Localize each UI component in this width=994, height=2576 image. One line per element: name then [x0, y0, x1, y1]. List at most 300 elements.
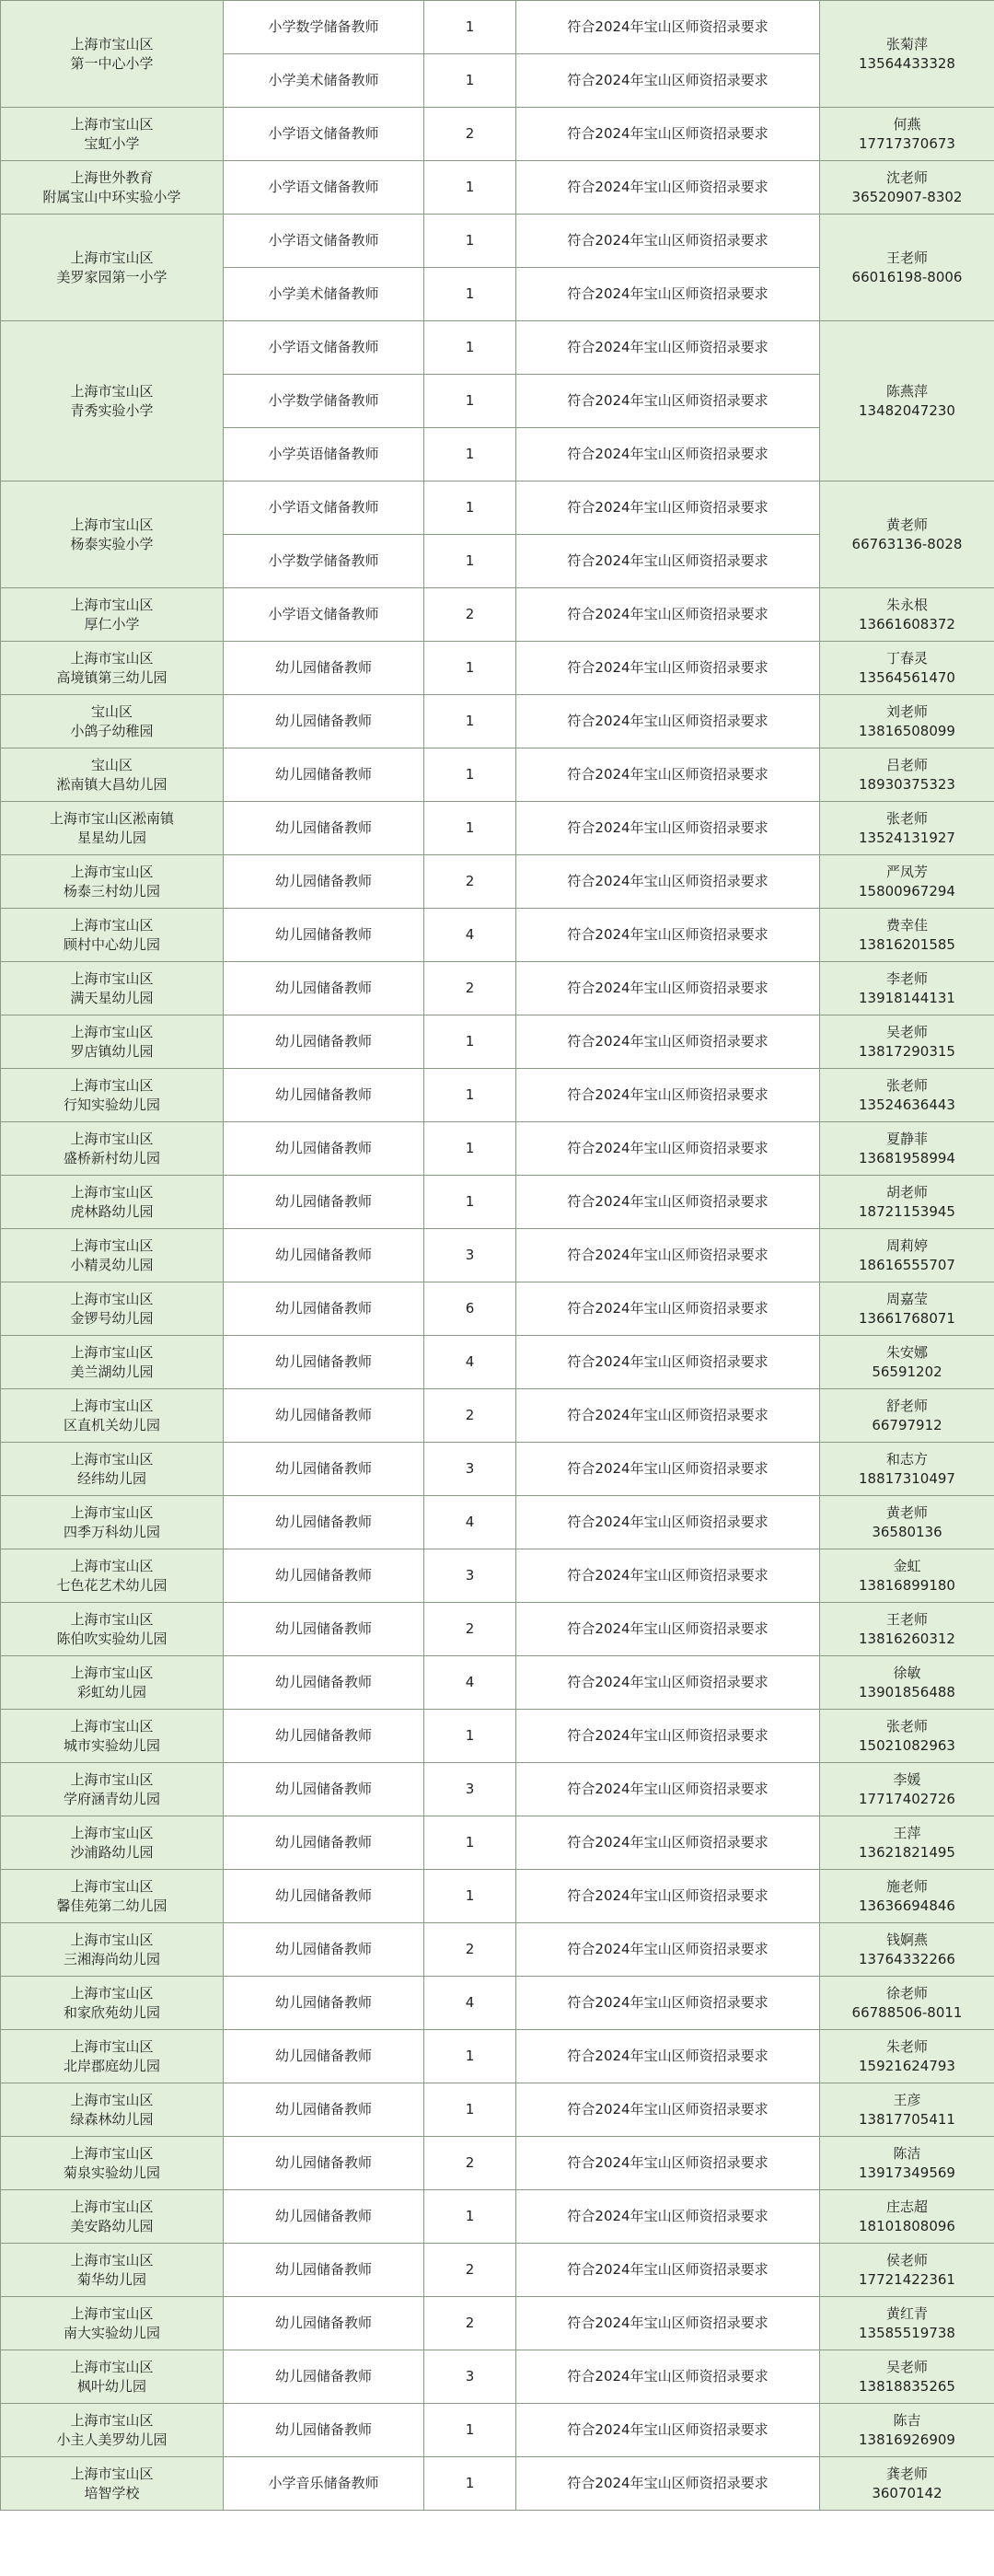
school-name-line: 上海市宝山区 — [70, 1343, 154, 1361]
school-name-cell — [1, 1816, 224, 1870]
school-name-cell — [1, 1, 224, 108]
school-name-line: 美安路幼儿园 — [70, 2217, 154, 2234]
contact-cell — [820, 1656, 994, 1710]
headcount-cell: 1 — [424, 535, 516, 588]
school-name-line: 美兰湖幼儿园 — [70, 1363, 154, 1380]
school-name-line: 上海市宝山区 — [70, 1023, 154, 1040]
school-name-cell — [1, 1069, 224, 1122]
contact-phone: 13661608372 — [859, 615, 955, 632]
headcount-cell: 4 — [424, 1977, 516, 2030]
headcount-cell: 2 — [424, 1603, 516, 1656]
contact-cell — [820, 1176, 994, 1229]
contact-cell — [820, 1549, 994, 1603]
position-cell: 幼儿园储备教师 — [224, 1229, 424, 1282]
school-name-line: 上海市宝山区 — [70, 2091, 154, 2108]
position-cell: 幼儿园储备教师 — [224, 2030, 424, 2083]
school-name-line: 城市实验幼儿园 — [63, 1736, 160, 1754]
headcount-cell: 2 — [424, 588, 516, 642]
position-cell: 幼儿园储备教师 — [224, 1870, 424, 1923]
table-row — [1, 2297, 994, 2350]
requirement-cell: 符合2024年宝山区师资招录要求 — [516, 2457, 820, 2511]
contact-cell — [820, 2190, 994, 2244]
school-name-line: 小精灵幼儿园 — [70, 1256, 154, 1273]
contact-phone: 15921624793 — [859, 2057, 955, 2074]
contact-phone: 13816508099 — [859, 722, 955, 739]
contact-name: 朱老师 — [885, 2037, 928, 2055]
contact-phone: 66016198-8006 — [851, 268, 963, 285]
contact-name: 王老师 — [885, 249, 928, 266]
requirement-cell: 符合2024年宝山区师资招录要求 — [516, 535, 820, 588]
contact-phone: 36520907-8302 — [851, 188, 963, 205]
contact-name: 庄志超 — [885, 2198, 928, 2215]
contact-name: 严凤芳 — [885, 863, 928, 880]
contact-phone: 18101808096 — [859, 2217, 955, 2234]
contact-name: 吴老师 — [885, 2358, 928, 2375]
contact-phone: 13564561470 — [859, 668, 955, 686]
school-name-line: 上海市宝山区 — [70, 516, 154, 533]
headcount-cell: 1 — [424, 215, 516, 268]
position-cell: 小学语文储备教师 — [224, 108, 424, 161]
headcount-cell: 2 — [424, 2137, 516, 2190]
requirement-cell: 符合2024年宝山区师资招录要求 — [516, 2404, 820, 2457]
position-cell: 幼儿园储备教师 — [224, 642, 424, 695]
position-cell: 幼儿园储备教师 — [224, 1549, 424, 1603]
position-cell: 小学语文储备教师 — [224, 161, 424, 215]
contact-cell — [820, 748, 994, 802]
position-cell: 小学美术储备教师 — [224, 268, 424, 321]
requirement-cell: 符合2024年宝山区师资招录要求 — [516, 2190, 820, 2244]
table-row — [1, 642, 994, 695]
requirement-cell: 符合2024年宝山区师资招录要求 — [516, 1496, 820, 1549]
headcount-cell: 1 — [424, 54, 516, 108]
contact-cell — [820, 909, 994, 962]
contact-phone: 15021082963 — [859, 1736, 955, 1754]
contact-phone: 13661768071 — [859, 1309, 955, 1327]
school-name-line: 杨泰三村幼儿园 — [63, 882, 160, 899]
contact-phone: 66763136-8028 — [851, 535, 963, 552]
table-row — [1, 1603, 994, 1656]
school-name-cell — [1, 321, 224, 482]
headcount-cell: 1 — [424, 1122, 516, 1176]
contact-name: 张老师 — [885, 809, 928, 827]
requirement-cell: 符合2024年宝山区师资招录要求 — [516, 1977, 820, 2030]
headcount-cell: 1 — [424, 1176, 516, 1229]
table-row — [1, 1923, 994, 1977]
school-name-line: 上海市宝山区淞南镇 — [49, 809, 174, 827]
school-name-cell — [1, 748, 224, 802]
contact-name: 费幸佳 — [885, 916, 928, 934]
school-name-line: 第一中心小学 — [70, 54, 154, 72]
school-name-line: 陈伯吹实验幼儿园 — [56, 1630, 168, 1647]
headcount-cell: 1 — [424, 748, 516, 802]
recruitment-table-body — [1, 1, 994, 2511]
school-name-line: 宝虹小学 — [84, 134, 140, 152]
contact-name: 张菊萍 — [885, 35, 928, 52]
requirement-cell: 符合2024年宝山区师资招录要求 — [516, 1389, 820, 1443]
school-name-cell — [1, 1443, 224, 1496]
school-name-cell — [1, 161, 224, 215]
school-name-line: 上海市宝山区 — [70, 1450, 154, 1468]
position-cell: 幼儿园储备教师 — [224, 802, 424, 855]
contact-cell — [820, 2083, 994, 2137]
position-cell: 幼儿园储备教师 — [224, 2137, 424, 2190]
contact-cell — [820, 1015, 994, 1069]
school-name-cell — [1, 802, 224, 855]
headcount-cell: 2 — [424, 2244, 516, 2297]
contact-name: 朱永根 — [885, 596, 928, 613]
headcount-cell: 1 — [424, 268, 516, 321]
requirement-cell: 符合2024年宝山区师资招录要求 — [516, 1656, 820, 1710]
school-name-cell — [1, 1176, 224, 1229]
school-name-line: 上海市宝山区 — [70, 2037, 154, 2055]
requirement-cell: 符合2024年宝山区师资招录要求 — [516, 268, 820, 321]
contact-name: 陈洁 — [893, 2144, 921, 2162]
school-name-line: 枫叶幼儿园 — [76, 2377, 146, 2395]
school-name-line: 行知实验幼儿园 — [63, 1096, 160, 1113]
school-name-line: 顾村中心幼儿园 — [63, 935, 160, 953]
contact-name: 龚老师 — [885, 2465, 928, 2482]
school-name-line: 厚仁小学 — [84, 615, 140, 632]
contact-cell — [820, 962, 994, 1015]
position-cell: 幼儿园储备教师 — [224, 2404, 424, 2457]
contact-phone: 13917349569 — [859, 2164, 955, 2181]
contact-cell — [820, 482, 994, 588]
requirement-cell: 符合2024年宝山区师资招录要求 — [516, 588, 820, 642]
table-row — [1, 1229, 994, 1282]
school-name-line: 盛桥新村幼儿园 — [63, 1149, 160, 1166]
contact-phone: 36580136 — [872, 1523, 942, 1540]
requirement-cell: 符合2024年宝山区师资招录要求 — [516, 321, 820, 375]
school-name-cell — [1, 1923, 224, 1977]
requirement-cell: 符合2024年宝山区师资招录要求 — [516, 909, 820, 962]
table-row — [1, 215, 994, 268]
school-name-cell — [1, 1549, 224, 1603]
contact-cell — [820, 108, 994, 161]
contact-name: 朱安娜 — [885, 1343, 928, 1361]
table-row — [1, 1977, 994, 2030]
table-row — [1, 482, 994, 535]
headcount-cell: 4 — [424, 909, 516, 962]
table-row — [1, 1, 994, 54]
contact-phone: 18721153945 — [859, 1202, 955, 1220]
school-name-line: 上海市宝山区 — [70, 2465, 154, 2482]
position-cell: 幼儿园储备教师 — [224, 695, 424, 748]
school-name-line: 上海市宝山区 — [70, 1717, 154, 1735]
requirement-cell: 符合2024年宝山区师资招录要求 — [516, 2297, 820, 2350]
requirement-cell: 符合2024年宝山区师资招录要求 — [516, 1923, 820, 1977]
school-name-cell — [1, 695, 224, 748]
school-name-line: 小主人美罗幼儿园 — [56, 2431, 168, 2448]
contact-cell — [820, 2350, 994, 2404]
table-row — [1, 588, 994, 642]
school-name-line: 满天星幼儿园 — [70, 989, 154, 1006]
school-name-line: 上海市宝山区 — [70, 2358, 154, 2375]
school-name-line: 彩虹幼儿园 — [76, 1683, 146, 1700]
position-cell: 幼儿园储备教师 — [224, 2350, 424, 2404]
school-name-cell — [1, 2030, 224, 2083]
position-cell: 幼儿园储备教师 — [224, 1977, 424, 2030]
position-cell: 小学美术储备教师 — [224, 54, 424, 108]
school-name-line: 上海市宝山区 — [70, 2411, 154, 2429]
table-row — [1, 909, 994, 962]
requirement-cell: 符合2024年宝山区师资招录要求 — [516, 1443, 820, 1496]
headcount-cell: 3 — [424, 2350, 516, 2404]
school-name-line: 上海市宝山区 — [70, 1290, 154, 1307]
contact-name: 吕老师 — [885, 756, 928, 773]
requirement-cell: 符合2024年宝山区师资招录要求 — [516, 1122, 820, 1176]
table-row — [1, 962, 994, 1015]
requirement-cell: 符合2024年宝山区师资招录要求 — [516, 2244, 820, 2297]
school-name-cell — [1, 1229, 224, 1282]
school-name-cell — [1, 1496, 224, 1549]
contact-phone: 13816926909 — [859, 2431, 955, 2448]
school-name-line: 上海市宝山区 — [70, 1130, 154, 1147]
contact-cell — [820, 1923, 994, 1977]
school-name-line: 杨泰实验小学 — [70, 535, 154, 552]
position-cell: 小学数学储备教师 — [224, 375, 424, 428]
school-name-line: 宝山区 — [90, 756, 133, 773]
school-name-line: 星星幼儿园 — [76, 829, 146, 846]
contact-cell — [820, 802, 994, 855]
school-name-cell — [1, 1389, 224, 1443]
school-name-cell — [1, 215, 224, 321]
requirement-cell: 符合2024年宝山区师资招录要求 — [516, 375, 820, 428]
requirement-cell: 符合2024年宝山区师资招录要求 — [516, 108, 820, 161]
requirement-cell: 符合2024年宝山区师资招录要求 — [516, 855, 820, 909]
school-name-cell — [1, 1336, 224, 1389]
table-row — [1, 1069, 994, 1122]
contact-phone: 18817310497 — [859, 1469, 955, 1487]
school-name-line: 上海市宝山区 — [70, 2198, 154, 2215]
table-row — [1, 2350, 994, 2404]
table-row — [1, 1015, 994, 1069]
contact-cell — [820, 1870, 994, 1923]
school-name-line: 青秀实验小学 — [70, 401, 154, 419]
contact-name: 金虹 — [893, 1557, 921, 1574]
contact-cell — [820, 1389, 994, 1443]
position-cell: 幼儿园储备教师 — [224, 962, 424, 1015]
contact-name: 陈吉 — [893, 2411, 921, 2429]
school-name-line: 菊华幼儿园 — [76, 2270, 146, 2288]
contact-name: 黄老师 — [885, 1503, 928, 1521]
headcount-cell: 4 — [424, 1336, 516, 1389]
contact-name: 何燕 — [893, 115, 921, 133]
contact-cell — [820, 1336, 994, 1389]
contact-name: 王彦 — [893, 2091, 921, 2108]
school-name-cell — [1, 1603, 224, 1656]
position-cell: 幼儿园储备教师 — [224, 1389, 424, 1443]
school-name-cell — [1, 1122, 224, 1176]
headcount-cell: 1 — [424, 375, 516, 428]
school-name-line: 宝山区 — [90, 702, 133, 720]
school-name-line: 上海市宝山区 — [70, 1984, 154, 2002]
school-name-line: 四季万科幼儿园 — [63, 1523, 160, 1540]
headcount-cell: 1 — [424, 2457, 516, 2511]
requirement-cell: 符合2024年宝山区师资招录要求 — [516, 1015, 820, 1069]
headcount-cell: 3 — [424, 1229, 516, 1282]
contact-phone: 13636694846 — [859, 1897, 955, 1914]
requirement-cell: 符合2024年宝山区师资招录要求 — [516, 2350, 820, 2404]
headcount-cell: 6 — [424, 1282, 516, 1336]
requirement-cell: 符合2024年宝山区师资招录要求 — [516, 54, 820, 108]
school-name-line: 馨佳苑第二幼儿园 — [56, 1897, 168, 1914]
school-name-line: 上海市宝山区 — [70, 1610, 154, 1628]
headcount-cell: 1 — [424, 1, 516, 54]
contact-name: 刘老师 — [885, 702, 928, 720]
headcount-cell: 3 — [424, 1549, 516, 1603]
position-cell: 幼儿园储备教师 — [224, 1816, 424, 1870]
table-row — [1, 1870, 994, 1923]
school-name-cell — [1, 909, 224, 962]
headcount-cell: 1 — [424, 161, 516, 215]
contact-phone: 17717402726 — [859, 1790, 955, 1807]
contact-phone: 66797912 — [872, 1416, 942, 1433]
position-cell: 小学数学储备教师 — [224, 535, 424, 588]
school-name-cell — [1, 1870, 224, 1923]
contact-name: 夏静菲 — [885, 1130, 928, 1147]
position-cell: 小学语文储备教师 — [224, 588, 424, 642]
school-name-line: 上海市宝山区 — [70, 1397, 154, 1414]
contact-name: 丁春灵 — [885, 649, 928, 667]
table-row — [1, 1763, 994, 1816]
position-cell: 幼儿园储备教师 — [224, 1923, 424, 1977]
school-name-line: 上海市宝山区 — [70, 1877, 154, 1895]
requirement-cell: 符合2024年宝山区师资招录要求 — [516, 1870, 820, 1923]
headcount-cell: 1 — [424, 802, 516, 855]
table-row — [1, 1656, 994, 1710]
requirement-cell: 符合2024年宝山区师资招录要求 — [516, 2030, 820, 2083]
school-name-cell — [1, 1977, 224, 2030]
contact-phone: 15800967294 — [859, 882, 955, 899]
school-name-cell — [1, 1763, 224, 1816]
table-row — [1, 855, 994, 909]
school-name-line: 培智学校 — [84, 2484, 140, 2501]
table-row — [1, 108, 994, 161]
school-name-line: 上海市宝山区 — [70, 1236, 154, 1254]
contact-phone: 13585519738 — [859, 2324, 955, 2341]
contact-phone: 13817290315 — [859, 1042, 955, 1060]
position-cell: 小学数学储备教师 — [224, 1, 424, 54]
school-name-line: 金锣号幼儿园 — [70, 1309, 154, 1327]
school-name-line: 区直机关幼儿园 — [63, 1416, 160, 1433]
contact-phone: 13816260312 — [859, 1630, 955, 1647]
school-name-cell — [1, 2137, 224, 2190]
school-name-line: 虎林路幼儿园 — [70, 1202, 154, 1220]
contact-name: 陈燕萍 — [885, 382, 928, 400]
requirement-cell: 符合2024年宝山区师资招录要求 — [516, 2137, 820, 2190]
table-row — [1, 1336, 994, 1389]
contact-phone: 18616555707 — [859, 1256, 955, 1273]
contact-phone: 13764332266 — [859, 1950, 955, 1967]
school-name-line: 上海市宝山区 — [70, 2144, 154, 2162]
position-cell: 幼儿园储备教师 — [224, 1282, 424, 1336]
school-name-line: 三湘海尚幼儿园 — [63, 1950, 160, 1967]
school-name-cell — [1, 1015, 224, 1069]
contact-phone: 56591202 — [872, 1363, 942, 1380]
school-name-line: 小鸽子幼稚园 — [70, 722, 154, 739]
headcount-cell: 1 — [424, 428, 516, 482]
table-row — [1, 161, 994, 215]
school-name-line: 上海市宝山区 — [70, 596, 154, 613]
contact-phone: 17721422361 — [859, 2270, 955, 2288]
contact-cell — [820, 1, 994, 108]
table-row — [1, 2457, 994, 2511]
position-cell: 小学音乐储备教师 — [224, 2457, 424, 2511]
school-name-line: 上海市宝山区 — [70, 1076, 154, 1094]
school-name-line: 上海市宝山区 — [70, 1503, 154, 1521]
contact-cell — [820, 642, 994, 695]
contact-name: 张老师 — [885, 1076, 928, 1094]
school-name-line: 上海市宝山区 — [70, 916, 154, 934]
contact-cell — [820, 1603, 994, 1656]
position-cell: 幼儿园储备教师 — [224, 1176, 424, 1229]
requirement-cell: 符合2024年宝山区师资招录要求 — [516, 1603, 820, 1656]
school-name-cell — [1, 642, 224, 695]
table-row — [1, 1389, 994, 1443]
school-name-line: 沙浦路幼儿园 — [70, 1843, 154, 1861]
contact-cell — [820, 2404, 994, 2457]
requirement-cell: 符合2024年宝山区师资招录要求 — [516, 695, 820, 748]
requirement-cell: 符合2024年宝山区师资招录要求 — [516, 1176, 820, 1229]
position-cell: 幼儿园储备教师 — [224, 1710, 424, 1763]
contact-cell — [820, 2457, 994, 2511]
school-name-line: 上海市宝山区 — [70, 1824, 154, 1841]
position-cell: 小学语文储备教师 — [224, 321, 424, 375]
table-row — [1, 1122, 994, 1176]
position-cell: 幼儿园储备教师 — [224, 1656, 424, 1710]
contact-phone: 36070142 — [872, 2484, 942, 2501]
requirement-cell: 符合2024年宝山区师资招录要求 — [516, 1763, 820, 1816]
contact-phone: 13818835265 — [859, 2377, 955, 2395]
school-name-line: 和家欣苑幼儿园 — [63, 2003, 160, 2021]
school-name-cell — [1, 2083, 224, 2137]
contact-cell — [820, 855, 994, 909]
requirement-cell: 符合2024年宝山区师资招录要求 — [516, 1069, 820, 1122]
school-name-cell — [1, 2297, 224, 2350]
school-name-cell — [1, 108, 224, 161]
requirement-cell: 符合2024年宝山区师资招录要求 — [516, 482, 820, 535]
contact-phone: 13918144131 — [859, 989, 955, 1006]
headcount-cell: 1 — [424, 1015, 516, 1069]
table-row — [1, 748, 994, 802]
position-cell: 幼儿园储备教师 — [224, 1763, 424, 1816]
headcount-cell: 2 — [424, 962, 516, 1015]
position-cell: 幼儿园储备教师 — [224, 1015, 424, 1069]
requirement-cell: 符合2024年宝山区师资招录要求 — [516, 1816, 820, 1870]
headcount-cell: 2 — [424, 1389, 516, 1443]
position-cell: 幼儿园储备教师 — [224, 1122, 424, 1176]
school-name-cell — [1, 588, 224, 642]
contact-cell — [820, 2244, 994, 2297]
contact-cell — [820, 1710, 994, 1763]
contact-cell — [820, 215, 994, 321]
headcount-cell: 3 — [424, 1763, 516, 1816]
requirement-cell: 符合2024年宝山区师资招录要求 — [516, 748, 820, 802]
position-cell: 幼儿园储备教师 — [224, 909, 424, 962]
position-cell: 幼儿园储备教师 — [224, 748, 424, 802]
school-name-line: 学府涵青幼儿园 — [63, 1790, 160, 1807]
table-row — [1, 1816, 994, 1870]
position-cell: 小学英语储备教师 — [224, 428, 424, 482]
school-name-cell — [1, 1656, 224, 1710]
headcount-cell: 1 — [424, 1870, 516, 1923]
contact-phone: 13524131927 — [859, 829, 955, 846]
contact-name: 徐老师 — [885, 1984, 928, 2002]
headcount-cell: 1 — [424, 695, 516, 748]
contact-cell — [820, 2137, 994, 2190]
contact-cell — [820, 1229, 994, 1282]
table-row — [1, 2404, 994, 2457]
